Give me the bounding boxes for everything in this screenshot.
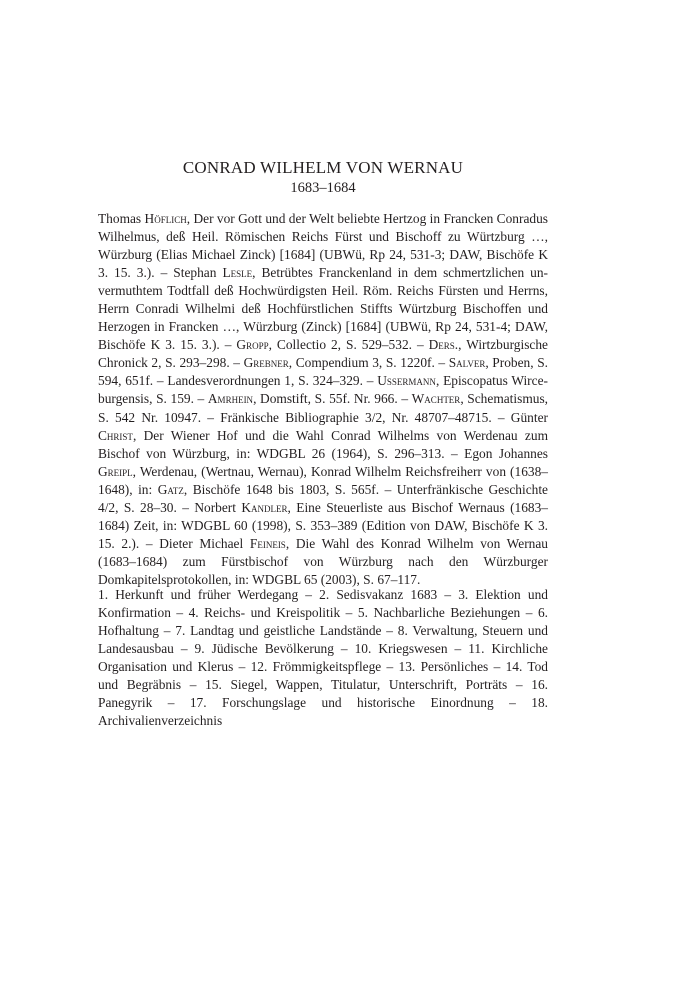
author-name: Feineis (249, 535, 286, 551)
author-name: Grebner (243, 355, 289, 371)
citation-text: Thomas (98, 211, 145, 226)
citation-text: , Compendium 3, S. 1220f. – (288, 355, 449, 371)
citation-text: , Collectio 2, S. 529–532. – (268, 337, 429, 353)
citation-text: , Bischöfe 1648 bis 1803, S. 565f. – Unterfränkische Geschichte 4/2, S. 28–30. – Norbert (98, 481, 548, 515)
author-name: Gropp (236, 337, 269, 353)
bibliography-paragraph (98, 210, 548, 589)
contents-paragraph: 1. Herkunft und früher Werdegang – 2. Sedisvakanz 1683 – 3. Elektion und Konfirmation – 4. Reichs- und Kreispolitik – 5. Nachbarliche Beziehungen – 6. Hofhaltung – 7. Landtag und geistliche Landstände – 8. Verwaltung, Steuern und Landesausbau – 9. Jüdische Bevölkerung – 10. Kriegswesen – 11. Kirchliche Organisation und Klerus – 12. Frömmigkeitspflege – 13. Persönliches – 14. Tod und Begräbnis – 15. Siegel, Wappen, Titulatur, Unterschrift, Porträts – 16. Panegyrik – 17. Forschungslage und historische Einordnung – 18. Archivalienverzeichnis (98, 587, 548, 729)
author-name: Kandler (241, 499, 288, 515)
citation-text: , Schematismus, S. 542 Nr. 10947. – Fränkische Bibliographie 3/2, Nr. 48707–48715. – Günter (98, 391, 549, 425)
citation-text: , Werdenau, (Wertnau, Wernau), Konrad Wilhelm Reichsfreiherr von (1638–1648), in: (98, 463, 548, 497)
citation-text: , Domstift, S. 55f. Nr. 966. – (253, 391, 412, 407)
author-name: Greipl (98, 463, 133, 479)
author-name: Lesle (222, 265, 253, 281)
author-name: Christ (98, 427, 133, 443)
chapter-dates: 1683–1684 (290, 180, 356, 196)
citation-text: , Eine Steuerliste aus Bischof Wernaus (1683–1684) Zeit, in: WDGBL 60 (1998), S. 353–389 (Edition von DAW, Bischöfe K 3. 15. 2.). – Dieter Michael (98, 499, 549, 551)
chapter-title: CONRAD WILHELM VON WERNAU (182, 158, 464, 177)
author-name: Amrhein (207, 391, 254, 407)
author-name: Wachter (411, 391, 461, 407)
citation-text: , Die Wahl des Konrad Wilhelm von Wernau (1683–1684) zum Fürstbischof von Würzburg nach den Würzburger Domkapitelsprotokollen, in: WDGBL 65 (2003), S. 67–117. (98, 535, 548, 587)
citation-text: , Der Wiener Hof und die Wahl Conrad Wilhelms von Werdenau zum Bischof von Würzburg, in: WDGBL 26 (1964), S. 296–313. – Egon Johannes (98, 427, 548, 461)
author-name: Gatz (157, 481, 184, 497)
author-name: Ussermann (377, 373, 436, 389)
citation-text: , Episcopatus Wirceburgensis, S. 159. – (98, 373, 548, 407)
author-name: Salver (448, 355, 486, 371)
author-name: Höflich (144, 211, 187, 226)
author-name: Ders. (428, 337, 459, 353)
citation-text: , Der vor Gott und der Welt beliebte Hertzog in Francken Conradus Wilhelmus, deß Heil. Römischen Reichs Fürst und Bischoff zu Würtzburg …, Würzburg (Elias Michael Zinck) [1684] (UBWü, Rp 24, 531-3; DAW, Bischöfe K 3. 15. 3.). – Stephan (98, 211, 548, 281)
citation-text: , Wirtzburgische Chronick 2, S. 293–298. – (98, 337, 548, 371)
citation-text: , Betrübtes Franckenland in dem schmertzlichen unvermuthtem Todtfall deß Hochwürdigsten Heil. Röm. Reichs Fürsten und Herrns, Herrn Conradi Wilhelmi deß Hochfürstlichen Stiffts Würtzburg Bischoffen und Herzogen in Francken …, Würzburg (Zinck) [1684] (UBWü, Rp 24, 531-4; DAW, Bischöfe K 3. 15. 3.). – (98, 265, 548, 353)
citation-text: , Proben, S. 594, 651f. – Landesverordnungen 1, S. 324–329. – (98, 355, 548, 389)
